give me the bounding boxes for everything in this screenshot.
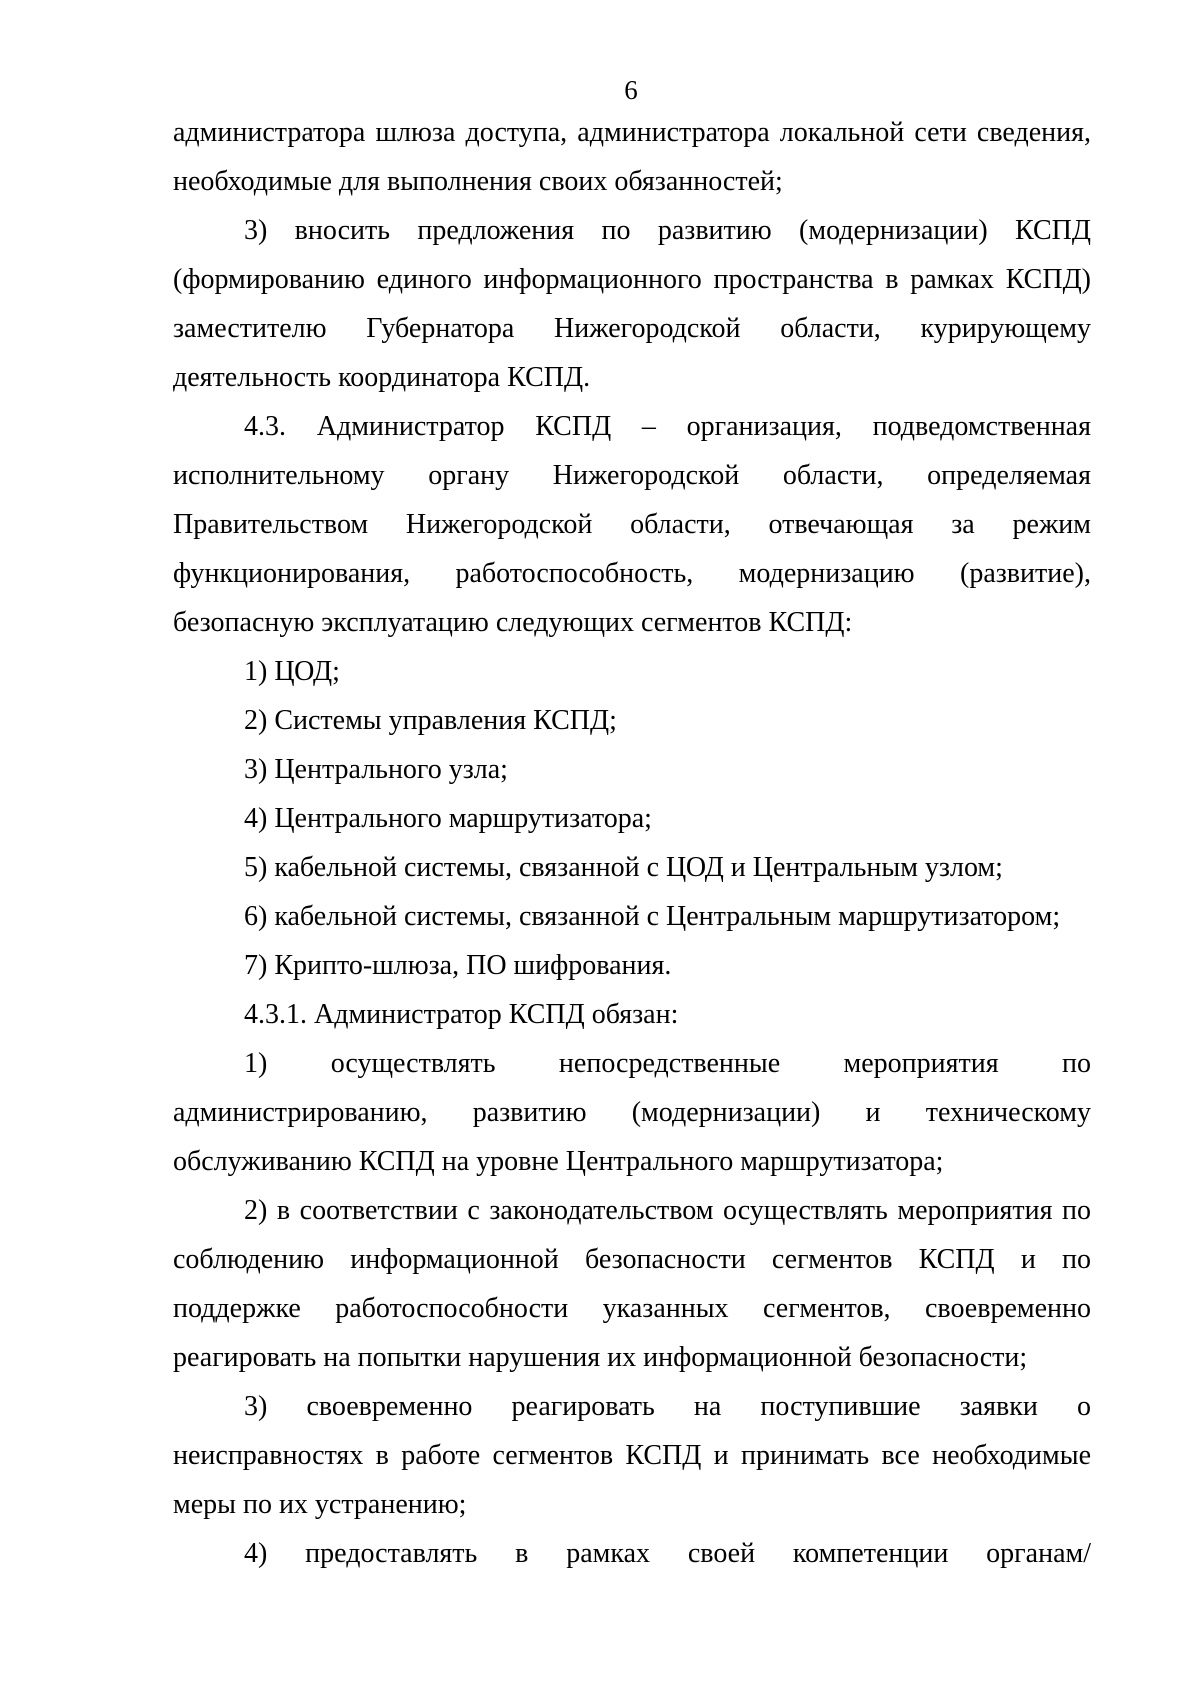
duty-item-1: 1) осуществлять непосредственные мероприятия по администрированию, развитию (модернизации) и техническому обслуживанию КСПД на уровне Центрального маршрутизатора; xyxy=(173,1048,1091,1177)
document-body xyxy=(173,108,1091,1578)
paragraph-continuation: администратора шлюза доступа, администратора локальной сети сведения, необходимые для выполнения своих обязанностей; xyxy=(173,117,1091,197)
paragraph-item-3-proposals: 3) вносить предложения по развитию (модернизации) КСПД (формированию единого информационного пространства в рамках КСПД) заместителю Губернатора Нижегородской области, курирующему деятельность координатора КСПД. xyxy=(173,215,1091,393)
list-item-4: 4) Центрального маршрутизатора; xyxy=(244,803,652,834)
list-item-3: 3) Центрального узла; xyxy=(244,754,508,785)
list-item-7: 7) Крипто-шлюза, ПО шифрования. xyxy=(244,950,672,981)
page-number: 6 xyxy=(624,75,638,105)
list-item-1: 1) ЦОД; xyxy=(244,656,340,687)
list-item-2: 2) Системы управления КСПД; xyxy=(244,705,617,736)
paragraph-section-4-3: 4.3. Администратор КСПД – организация, подведомственная исполнительному органу Нижегородской области, определяемая Правительством Нижегородской области, отвечающая за режим функционирования, работоспособность, модернизацию (развитие), безопасную эксплуатацию следующих сегментов КСПД: xyxy=(173,411,1091,638)
paragraph-section-4-3-1: 4.3.1. Администратор КСПД обязан: xyxy=(244,999,679,1030)
duty-item-4: 4) предоставлять в рамках своей компетенции органам/ xyxy=(244,1538,1091,1569)
list-item-5: 5) кабельной системы, связанной с ЦОД и Центральным узлом; xyxy=(244,852,1003,883)
list-item-6: 6) кабельной системы, связанной с Центральным маршрутизатором; xyxy=(244,901,1061,932)
duty-item-3: 3) своевременно реагировать на поступившие заявки о неисправностях в работе сегментов КСПД и принимать все необходимые меры по их устранению; xyxy=(173,1391,1091,1520)
duty-item-2: 2) в соответствии с законодательством осуществлять мероприятия по соблюдению информационной безопасности сегментов КСПД и по поддержке работоспособности указанных сегментов, своевременно реагировать на попытки нарушения их информационной безопасности; xyxy=(173,1195,1091,1373)
